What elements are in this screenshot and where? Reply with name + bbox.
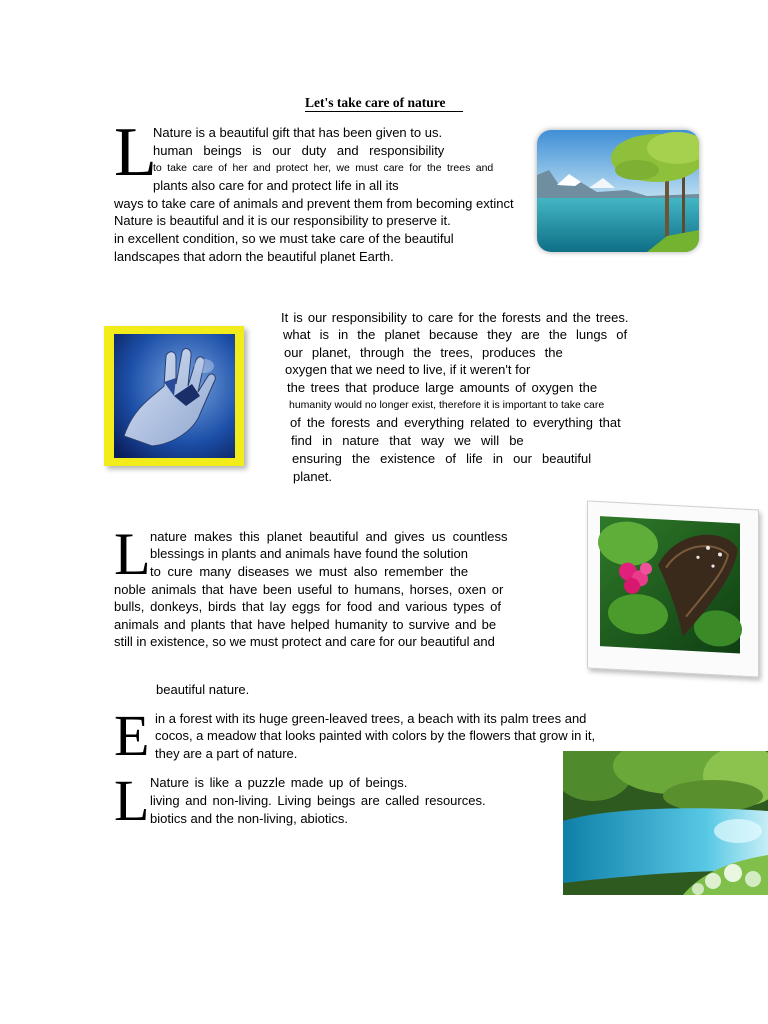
page-title: Let's take care of nature <box>305 95 463 112</box>
drop-cap-l: L <box>114 521 151 587</box>
text-line: of the forests and everything related to everything that <box>290 415 621 430</box>
text-line: they are a part of nature. <box>155 746 298 761</box>
text-line: human beings is our duty and responsibility <box>153 143 445 158</box>
text-line: living and non-living. Living beings are called resources. <box>150 793 486 808</box>
text-line: bulls, donkeys, birds that lay eggs for food and various types of <box>114 599 501 614</box>
drop-cap-l: L <box>114 768 150 833</box>
text-line: animals and plants that have helped humanity to survive and be <box>114 617 497 632</box>
text-line: humanity would no longer exist, therefore it is important to take care <box>289 399 605 411</box>
text-line: landscapes that adorn the beautiful planet Earth. <box>114 249 394 264</box>
text-line: noble animals that have been useful to humans, horses, oxen or <box>114 582 504 597</box>
butterfly-flower-image <box>588 502 758 677</box>
text-line: to cure many diseases we must also remember the <box>150 564 469 579</box>
text-line: Nature is a beautiful gift that has been given to us. <box>153 125 443 140</box>
text-line: in excellent condition, so we must take care of the beautiful <box>114 231 454 246</box>
text-line: blessings in plants and animals have found the solution <box>150 546 468 561</box>
text-line: nature makes this planet beautiful and gives us countless <box>150 529 508 544</box>
text-line: cocos, a meadow that looks painted with colors by the flowers that grow in it, <box>155 728 596 743</box>
text-line: still in existence, so we must protect and care for our beautiful and <box>114 634 495 649</box>
text-line <box>153 142 453 159</box>
text-line: planet. <box>293 469 333 484</box>
drop-cap-l: L <box>114 114 157 191</box>
text-line: find in nature that way we will be <box>291 433 524 448</box>
text-line: to take care of her and protect her, we must care for the trees and <box>153 162 494 174</box>
lake-tree-photo <box>537 130 699 252</box>
hand-butterfly-image <box>104 326 244 466</box>
lake-tree-image <box>537 130 699 252</box>
text-line: oxygen that we need to live, if it weren't for <box>285 362 531 377</box>
text-line: Nature is like a puzzle made up of beings. <box>150 775 408 790</box>
text-line: biotics and the non-living, abiotics. <box>150 811 349 826</box>
text-line: ways to take care of animals and prevent them from becoming extinct <box>114 196 514 211</box>
text-line: the trees that produce large amounts of oxygen the <box>287 380 598 395</box>
hand-butterfly-photo <box>104 326 244 466</box>
text-line: ensuring the existence of life in our beautiful <box>292 451 592 466</box>
text-line: Nature is beautiful and it is our responsibility to preserve it. <box>114 213 451 228</box>
text-line: in a forest with its huge green-leaved trees, a beach with its palm trees and <box>155 711 587 726</box>
drop-cap-e: E <box>114 703 150 768</box>
text-line: our planet, through the trees, produces the <box>284 345 563 360</box>
river-forest-image <box>563 751 768 895</box>
river-forest-photo <box>563 751 768 895</box>
text-line: plants also care for and protect life in all its <box>153 178 399 193</box>
text-line: It is our responsibility to care for the forests and the trees. <box>281 310 629 325</box>
butterfly-flower-photo <box>587 500 759 677</box>
text-line: what is in the planet because they are the lungs of <box>283 327 628 342</box>
text-line: beautiful nature. <box>156 682 250 697</box>
